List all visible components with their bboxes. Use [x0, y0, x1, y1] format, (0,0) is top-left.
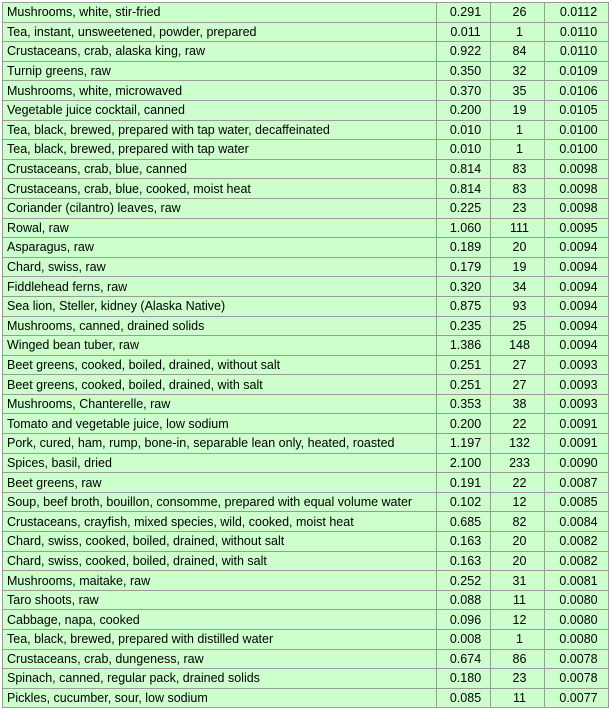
table-row [3, 159, 609, 179]
table-row [3, 434, 609, 454]
ratio-cell: 0.0080 [545, 630, 609, 650]
value-cell: 0.225 [437, 198, 491, 218]
ratio-cell: 0.0098 [545, 159, 609, 179]
table-row [3, 336, 609, 356]
food-name-cell: Asparagus, raw [3, 238, 437, 258]
ratio-cell: 0.0093 [545, 355, 609, 375]
table-row [3, 355, 609, 375]
food-name-cell: Mushrooms, white, stir-fried [3, 3, 437, 23]
food-name-cell: Chard, swiss, raw [3, 257, 437, 277]
ratio-cell: 0.0100 [545, 120, 609, 140]
calories-cell: 83 [491, 179, 545, 199]
calories-cell: 86 [491, 649, 545, 669]
table-row [3, 512, 609, 532]
ratio-cell: 0.0094 [545, 238, 609, 258]
table-row [3, 179, 609, 199]
calories-cell: 1 [491, 22, 545, 42]
ratio-cell: 0.0080 [545, 590, 609, 610]
value-cell: 0.922 [437, 42, 491, 62]
value-cell: 0.010 [437, 140, 491, 160]
ratio-cell: 0.0080 [545, 610, 609, 630]
ratio-cell: 0.0082 [545, 532, 609, 552]
table-row [3, 218, 609, 238]
ratio-cell: 0.0109 [545, 61, 609, 81]
ratio-cell: 0.0078 [545, 649, 609, 669]
ratio-cell: 0.0105 [545, 100, 609, 120]
ratio-cell: 0.0098 [545, 179, 609, 199]
calories-cell: 19 [491, 257, 545, 277]
calories-cell: 22 [491, 414, 545, 434]
food-name-cell: Turnip greens, raw [3, 61, 437, 81]
food-name-cell: Rowal, raw [3, 218, 437, 238]
value-cell: 0.200 [437, 414, 491, 434]
calories-cell: 26 [491, 3, 545, 23]
calories-cell: 233 [491, 453, 545, 473]
food-name-cell: Pork, cured, ham, rump, bone-in, separable lean only, heated, roasted [3, 434, 437, 454]
value-cell: 0.251 [437, 375, 491, 395]
ratio-cell: 0.0077 [545, 688, 609, 708]
food-name-cell: Beet greens, cooked, boiled, drained, without salt [3, 355, 437, 375]
value-cell: 0.814 [437, 179, 491, 199]
food-name-cell: Mushrooms, canned, drained solids [3, 316, 437, 336]
ratio-cell: 0.0106 [545, 81, 609, 101]
value-cell: 0.180 [437, 669, 491, 689]
value-cell: 0.685 [437, 512, 491, 532]
ratio-cell: 0.0082 [545, 551, 609, 571]
value-cell: 0.010 [437, 120, 491, 140]
food-name-cell: Sea lion, Steller, kidney (Alaska Native) [3, 296, 437, 316]
table-row [3, 571, 609, 591]
calories-cell: 82 [491, 512, 545, 532]
ratio-cell: 0.0084 [545, 512, 609, 532]
food-name-cell: Mushrooms, white, microwaved [3, 81, 437, 101]
calories-cell: 11 [491, 590, 545, 610]
calories-cell: 1 [491, 630, 545, 650]
food-name-cell: Tea, black, brewed, prepared with tap water, decaffeinated [3, 120, 437, 140]
value-cell: 0.011 [437, 22, 491, 42]
calories-cell: 25 [491, 316, 545, 336]
food-name-cell: Crustaceans, crab, alaska king, raw [3, 42, 437, 62]
ratio-cell: 0.0110 [545, 22, 609, 42]
value-cell: 0.235 [437, 316, 491, 336]
table-row [3, 394, 609, 414]
food-name-cell: Crustaceans, crayfish, mixed species, wild, cooked, moist heat [3, 512, 437, 532]
ratio-cell: 0.0087 [545, 473, 609, 493]
table-row [3, 140, 609, 160]
calories-cell: 19 [491, 100, 545, 120]
calories-cell: 23 [491, 198, 545, 218]
value-cell: 0.252 [437, 571, 491, 591]
calories-cell: 84 [491, 42, 545, 62]
table-row [3, 590, 609, 610]
value-cell: 0.085 [437, 688, 491, 708]
ratio-cell: 0.0081 [545, 571, 609, 591]
value-cell: 0.251 [437, 355, 491, 375]
calories-cell: 1 [491, 140, 545, 160]
ratio-cell: 0.0093 [545, 375, 609, 395]
value-cell: 0.353 [437, 394, 491, 414]
table-row [3, 81, 609, 101]
value-cell: 0.163 [437, 532, 491, 552]
ratio-cell: 0.0098 [545, 198, 609, 218]
calories-cell: 27 [491, 355, 545, 375]
ratio-cell: 0.0112 [545, 3, 609, 23]
food-name-cell: Vegetable juice cocktail, canned [3, 100, 437, 120]
calories-cell: 12 [491, 492, 545, 512]
food-name-cell: Fiddlehead ferns, raw [3, 277, 437, 297]
table-row [3, 630, 609, 650]
ratio-cell: 0.0094 [545, 296, 609, 316]
food-name-cell: Coriander (cilantro) leaves, raw [3, 198, 437, 218]
calories-cell: 11 [491, 688, 545, 708]
ratio-cell: 0.0094 [545, 316, 609, 336]
table-row [3, 198, 609, 218]
calories-cell: 23 [491, 669, 545, 689]
table-row [3, 551, 609, 571]
ratio-cell: 0.0093 [545, 394, 609, 414]
table-row [3, 688, 609, 708]
value-cell: 0.191 [437, 473, 491, 493]
value-cell: 0.814 [437, 159, 491, 179]
calories-cell: 12 [491, 610, 545, 630]
value-cell: 0.350 [437, 61, 491, 81]
value-cell: 1.060 [437, 218, 491, 238]
ratio-cell: 0.0094 [545, 336, 609, 356]
ratio-cell: 0.0085 [545, 492, 609, 512]
food-name-cell: Tea, black, brewed, prepared with tap water [3, 140, 437, 160]
table-row [3, 669, 609, 689]
table-row [3, 649, 609, 669]
value-cell: 2.100 [437, 453, 491, 473]
table-row [3, 473, 609, 493]
food-name-cell: Mushrooms, Chanterelle, raw [3, 394, 437, 414]
ratio-cell: 0.0091 [545, 434, 609, 454]
food-name-cell: Tea, instant, unsweetened, powder, prepared [3, 22, 437, 42]
ratio-cell: 0.0078 [545, 669, 609, 689]
table-row [3, 453, 609, 473]
table-row [3, 414, 609, 434]
value-cell: 0.189 [437, 238, 491, 258]
food-name-cell: Cabbage, napa, cooked [3, 610, 437, 630]
table-row [3, 532, 609, 552]
calories-cell: 93 [491, 296, 545, 316]
table-row [3, 316, 609, 336]
calories-cell: 34 [491, 277, 545, 297]
value-cell: 0.179 [437, 257, 491, 277]
table-row [3, 238, 609, 258]
food-name-cell: Crustaceans, crab, blue, canned [3, 159, 437, 179]
table-row [3, 120, 609, 140]
calories-cell: 32 [491, 61, 545, 81]
value-cell: 0.320 [437, 277, 491, 297]
food-name-cell: Tomato and vegetable juice, low sodium [3, 414, 437, 434]
value-cell: 1.386 [437, 336, 491, 356]
value-cell: 0.875 [437, 296, 491, 316]
food-name-cell: Pickles, cucumber, sour, low sodium [3, 688, 437, 708]
food-name-cell: Spinach, canned, regular pack, drained solids [3, 669, 437, 689]
ratio-cell: 0.0091 [545, 414, 609, 434]
value-cell: 0.674 [437, 649, 491, 669]
calories-cell: 148 [491, 336, 545, 356]
calories-cell: 20 [491, 532, 545, 552]
table-row [3, 277, 609, 297]
food-name-cell: Crustaceans, crab, blue, cooked, moist heat [3, 179, 437, 199]
table-row [3, 3, 609, 23]
table-row [3, 42, 609, 62]
value-cell: 0.163 [437, 551, 491, 571]
calories-cell: 132 [491, 434, 545, 454]
table-row [3, 22, 609, 42]
food-name-cell: Crustaceans, crab, dungeness, raw [3, 649, 437, 669]
table-row [3, 100, 609, 120]
food-name-cell: Mushrooms, maitake, raw [3, 571, 437, 591]
value-cell: 0.096 [437, 610, 491, 630]
calories-cell: 1 [491, 120, 545, 140]
food-name-cell: Chard, swiss, cooked, boiled, drained, without salt [3, 532, 437, 552]
food-name-cell: Winged bean tuber, raw [3, 336, 437, 356]
ratio-cell: 0.0090 [545, 453, 609, 473]
table-row [3, 296, 609, 316]
calories-cell: 35 [491, 81, 545, 101]
table-body [3, 3, 609, 708]
table-row [3, 492, 609, 512]
ratio-cell: 0.0095 [545, 218, 609, 238]
value-cell: 0.291 [437, 3, 491, 23]
calories-cell: 83 [491, 159, 545, 179]
calories-cell: 31 [491, 571, 545, 591]
food-name-cell: Soup, beef broth, bouillon, consomme, prepared with equal volume water [3, 492, 437, 512]
food-name-cell: Taro shoots, raw [3, 590, 437, 610]
calories-cell: 38 [491, 394, 545, 414]
table-row [3, 257, 609, 277]
calories-cell: 111 [491, 218, 545, 238]
value-cell: 1.197 [437, 434, 491, 454]
calories-cell: 20 [491, 238, 545, 258]
value-cell: 0.102 [437, 492, 491, 512]
nutrient-table [2, 2, 609, 708]
value-cell: 0.088 [437, 590, 491, 610]
ratio-cell: 0.0110 [545, 42, 609, 62]
value-cell: 0.370 [437, 81, 491, 101]
table-row [3, 610, 609, 630]
table-row [3, 61, 609, 81]
calories-cell: 27 [491, 375, 545, 395]
calories-cell: 20 [491, 551, 545, 571]
calories-cell: 22 [491, 473, 545, 493]
ratio-cell: 0.0100 [545, 140, 609, 160]
food-name-cell: Spices, basil, dried [3, 453, 437, 473]
food-name-cell: Beet greens, cooked, boiled, drained, with salt [3, 375, 437, 395]
food-name-cell: Beet greens, raw [3, 473, 437, 493]
ratio-cell: 0.0094 [545, 257, 609, 277]
value-cell: 0.200 [437, 100, 491, 120]
value-cell: 0.008 [437, 630, 491, 650]
table-row [3, 375, 609, 395]
ratio-cell: 0.0094 [545, 277, 609, 297]
food-name-cell: Tea, black, brewed, prepared with distilled water [3, 630, 437, 650]
food-name-cell: Chard, swiss, cooked, boiled, drained, with salt [3, 551, 437, 571]
